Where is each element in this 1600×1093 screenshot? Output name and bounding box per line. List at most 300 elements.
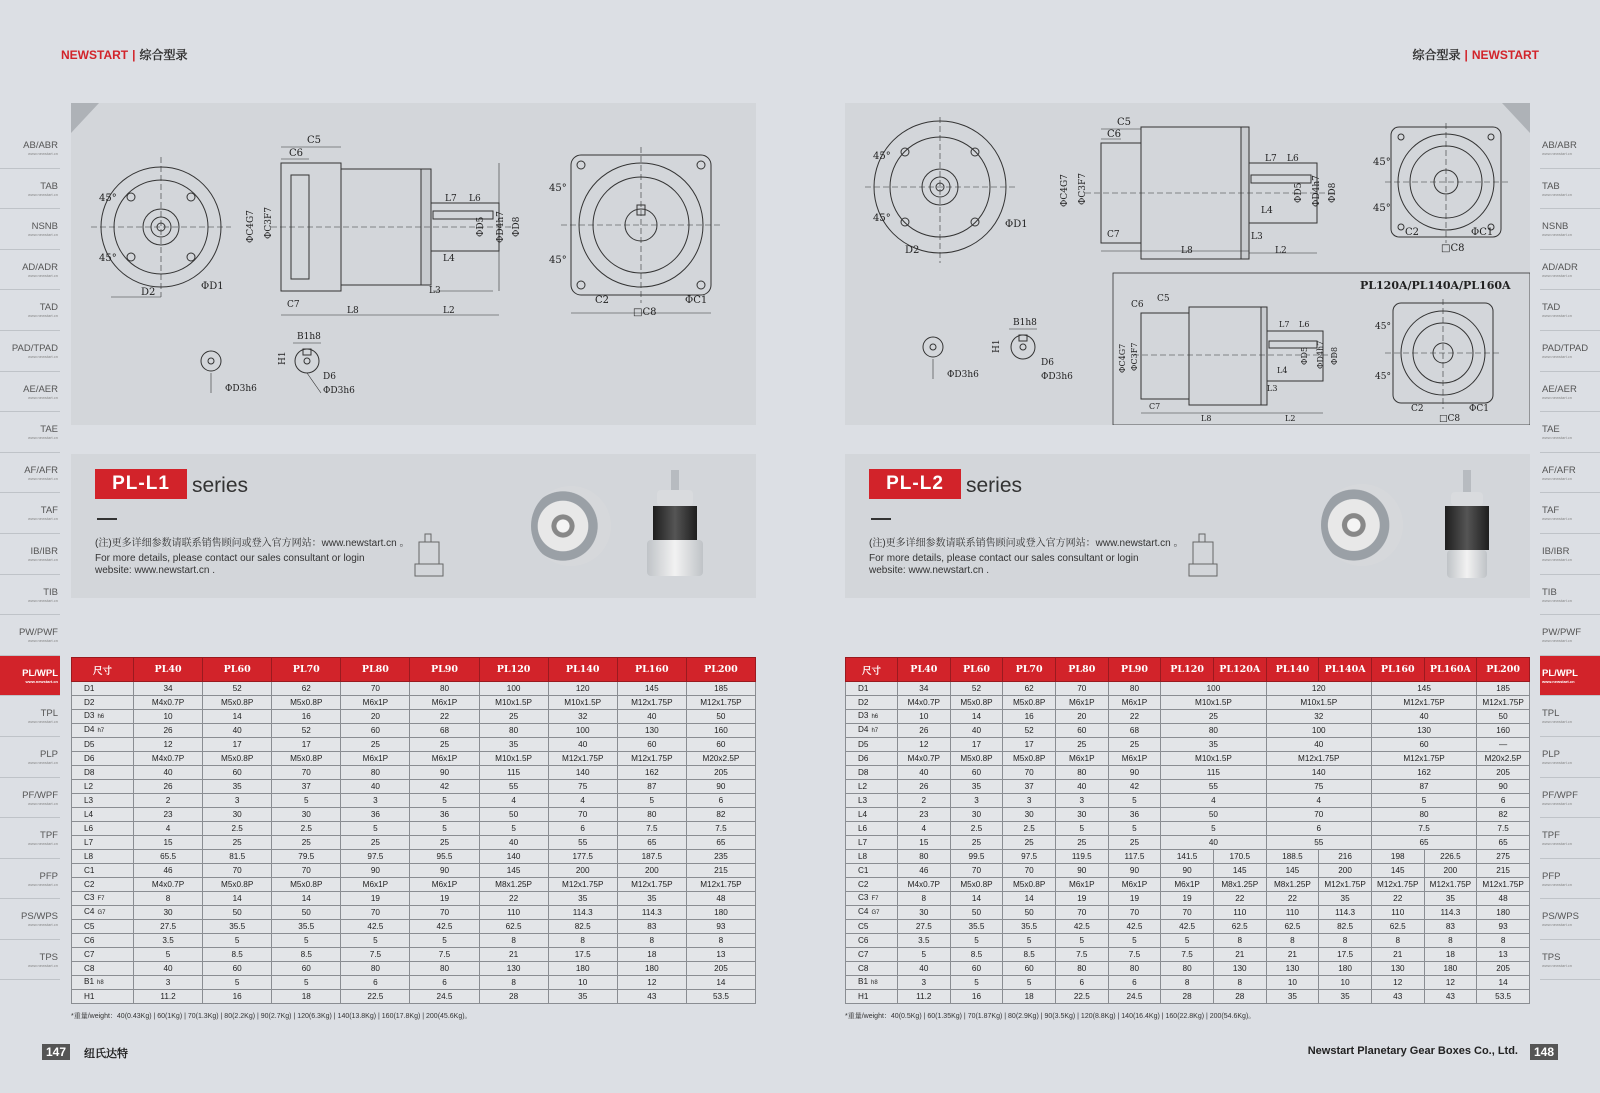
side-tab-ib-ibr[interactable] — [1540, 534, 1600, 575]
table-header-model: PL80 — [1055, 658, 1108, 682]
table-cell: 5 — [1161, 822, 1266, 836]
table-cell: 185 — [1477, 682, 1530, 696]
table-cell: 35 — [1319, 892, 1372, 906]
drawing-label: L7 — [1279, 320, 1290, 329]
table-cell: M12x1.75P — [1371, 752, 1476, 766]
table-cell: 75 — [1266, 780, 1371, 794]
side-tab-label: TPF — [1542, 830, 1560, 842]
table-cell: 70 — [1055, 906, 1108, 920]
side-tab-ps-wps[interactable] — [0, 899, 60, 940]
row-label-text: D2 — [858, 697, 869, 707]
table-cell: M6x1P — [1055, 878, 1108, 892]
table-row — [72, 808, 756, 822]
table-cell: 7.5 — [1371, 822, 1476, 836]
row-label — [846, 906, 898, 920]
table-cell: 35.5 — [950, 920, 1003, 934]
table-cell: 80 — [898, 850, 951, 864]
table-cell: 8.5 — [1003, 948, 1056, 962]
row-label — [72, 878, 134, 892]
table-cell: 62.5 — [1213, 920, 1266, 934]
side-view — [246, 135, 522, 316]
row-label-text: L6 — [84, 823, 94, 833]
table-cell: 180 — [686, 906, 755, 920]
table-cell: 17 — [203, 738, 272, 752]
drawing-label: C7 — [1149, 402, 1161, 411]
table-cell: 62.5 — [479, 920, 548, 934]
table-cell: 35 — [1424, 892, 1477, 906]
table-cell: 2.5 — [203, 822, 272, 836]
table-cell: M6x1P — [1161, 878, 1214, 892]
table-cell: M6x1P — [1108, 696, 1161, 710]
table-row — [846, 682, 1530, 696]
side-tab-ps-wps[interactable] — [1540, 899, 1600, 940]
side-tab-ae-aer[interactable] — [1540, 372, 1600, 413]
row-label — [72, 948, 134, 962]
row-label-text: H1 — [84, 991, 95, 1001]
row-label — [72, 976, 134, 990]
side-tab-ad-adr[interactable] — [1540, 250, 1600, 291]
row-label-text: C2 — [858, 879, 869, 889]
page-number-right: 148 — [1530, 1044, 1558, 1060]
side-tab-pl-wpl[interactable] — [1540, 656, 1600, 697]
table-cell: M5x0.8P — [950, 752, 1003, 766]
table-cell: 46 — [134, 864, 203, 878]
table-cell: 3 — [898, 976, 951, 990]
table-cell: 80 — [1161, 724, 1266, 738]
table-cell: 65 — [1371, 836, 1476, 850]
table-cell: 130 — [1371, 962, 1424, 976]
table-cell: 60 — [617, 738, 686, 752]
table-cell: 90 — [1477, 780, 1530, 794]
table-row — [72, 948, 756, 962]
side-tab-site: www.newstart.cn — [27, 922, 58, 928]
table-cell: 35 — [203, 780, 272, 794]
table-cell: 24.5 — [1108, 990, 1161, 1004]
side-tab-label: AF/AFR — [24, 464, 58, 476]
table-cell: 5 — [1108, 794, 1161, 808]
series-panel-right — [845, 454, 1530, 598]
table-cell: 26 — [134, 780, 203, 794]
side-tab-pf-wpf[interactable] — [0, 778, 60, 819]
table-header-model: PL140 — [548, 658, 617, 682]
table-cell: 65.5 — [134, 850, 203, 864]
table-cell: 10 — [1266, 976, 1319, 990]
table-cell: 3.5 — [134, 934, 203, 948]
drawing-label: C5 — [307, 135, 322, 146]
table-cell: 52 — [950, 682, 1003, 696]
table-cell: M6x1P — [410, 696, 479, 710]
table-cell: 50 — [1003, 906, 1056, 920]
row-label-text: D4 — [84, 725, 95, 734]
drawing-label: L4 — [1261, 206, 1273, 216]
table-header-model: PL80 — [341, 658, 410, 682]
side-tab-ib-ibr[interactable] — [0, 534, 60, 575]
table-row — [846, 724, 1530, 738]
table-cell: 110 — [1213, 906, 1266, 920]
row-label-text: C5 — [858, 921, 869, 931]
table-cell: 140 — [1266, 766, 1371, 780]
back-view — [1373, 123, 1509, 254]
side-tab-tab[interactable] — [0, 169, 60, 210]
side-tab-tad[interactable] — [1540, 290, 1600, 331]
table-cell: 60 — [341, 724, 410, 738]
table-cell: 8 — [548, 934, 617, 948]
table-cell: 8 — [1161, 976, 1214, 990]
side-tab-pad-tpad[interactable] — [0, 331, 60, 372]
table-cell: 25 — [950, 836, 1003, 850]
footer-company-right: Newstart Planetary Gear Boxes Co., Ltd. — [1307, 1045, 1518, 1057]
side-tab-site: www.newstart.cn — [1542, 313, 1573, 319]
table-cell: M6x1P — [410, 752, 479, 766]
side-tab-tpf[interactable] — [0, 818, 60, 859]
table-cell: 34 — [898, 682, 951, 696]
side-tab-pfp[interactable] — [0, 859, 60, 900]
side-tab-tib[interactable] — [1540, 575, 1600, 616]
side-tab-site: www.newstart.cn — [27, 475, 58, 481]
side-tab-label: AD/ADR — [1542, 261, 1578, 273]
table-cell: M5x0.8P — [1003, 878, 1056, 892]
table-cell: 145 — [617, 682, 686, 696]
inset-drawing — [1113, 273, 1530, 425]
side-tab-site: www.newstart.cn — [1542, 272, 1573, 278]
side-tab-af-afr[interactable] — [0, 453, 60, 494]
table-cell: 8 — [1424, 934, 1477, 948]
table-cell: M12x1.75P — [1477, 696, 1530, 710]
page-number-left: 147 — [42, 1044, 70, 1060]
table-cell: 145 — [479, 864, 548, 878]
side-tab-tab[interactable] — [1540, 169, 1600, 210]
row-label-text: B1 — [84, 977, 95, 986]
table-cell: 40 — [548, 738, 617, 752]
table-cell: 40 — [1371, 710, 1476, 724]
side-tab-taf[interactable] — [1540, 493, 1600, 534]
table-cell: 42.5 — [1055, 920, 1108, 934]
side-tab-tps[interactable] — [0, 940, 60, 981]
side-tab-label: PW/PWF — [18, 627, 58, 639]
table-cell: 130 — [1266, 962, 1319, 976]
table-row — [846, 864, 1530, 878]
table-header-model: PL60 — [950, 658, 1003, 682]
table-cell: 40 — [479, 836, 548, 850]
side-tab-label: PFP — [39, 870, 58, 882]
side-tab-pl-wpl[interactable] — [0, 656, 60, 697]
table-cell: 14 — [203, 710, 272, 724]
table-header-dimension: 尺寸 — [846, 658, 898, 682]
table-cell: 70 — [203, 864, 272, 878]
table-cell: 110 — [1371, 906, 1424, 920]
row-label-text: C8 — [84, 963, 95, 973]
table-cell: 25 — [1003, 836, 1056, 850]
table-cell: 5 — [203, 934, 272, 948]
side-tab-label: PF/WPF — [22, 789, 58, 801]
row-label — [72, 892, 134, 906]
side-tab-pad-tpad[interactable] — [1540, 331, 1600, 372]
row-label — [846, 724, 898, 738]
table-cell: 2.5 — [1003, 822, 1056, 836]
row-label-text: C3 — [858, 893, 869, 902]
side-tab-pf-wpf[interactable] — [1540, 778, 1600, 819]
side-tab-nsnb[interactable] — [0, 209, 60, 250]
table-cell: 17 — [950, 738, 1003, 752]
drawing-label: ΦC1 — [685, 295, 708, 306]
side-tab-tib[interactable] — [0, 575, 60, 616]
table-cell: 80 — [410, 682, 479, 696]
row-label — [72, 864, 134, 878]
side-tab-ab-abr[interactable] — [1540, 128, 1600, 169]
side-tab-tpl[interactable] — [1540, 696, 1600, 737]
section-name: 综合型录 — [1412, 48, 1461, 62]
table-cell: 23 — [898, 808, 951, 822]
table-cell: 60 — [272, 962, 341, 976]
note-en: For more details, please contact our sales consultant or login website: www.newstart.cn . — [95, 553, 365, 576]
table-cell: 22 — [1213, 892, 1266, 906]
table-cell: 160 — [1477, 724, 1530, 738]
table-cell: 12 — [134, 738, 203, 752]
side-tab-tae[interactable] — [1540, 412, 1600, 453]
row-label — [846, 948, 898, 962]
row-label-text: H1 — [858, 991, 869, 1001]
side-tab-tpf[interactable] — [1540, 818, 1600, 859]
table-row — [846, 934, 1530, 948]
side-tab-label: TAB — [1542, 180, 1560, 192]
row-label-text: L8 — [84, 851, 94, 861]
table-cell: 3 — [1055, 794, 1108, 808]
table-cell: 80 — [1055, 766, 1108, 780]
side-tab-taf[interactable] — [0, 493, 60, 534]
row-label — [72, 724, 134, 738]
table-cell: 42 — [1108, 780, 1161, 794]
table-cell: 180 — [617, 962, 686, 976]
table-row — [846, 822, 1530, 836]
table-cell: 42.5 — [410, 920, 479, 934]
side-tab-af-afr[interactable] — [1540, 453, 1600, 494]
side-tab-label: PLP — [1542, 748, 1560, 760]
drawing-label: ΦC3F7 — [264, 207, 274, 239]
table-cell: 205 — [686, 766, 755, 780]
table-cell: 3 — [203, 794, 272, 808]
table-cell: 100 — [548, 724, 617, 738]
side-tab-label: AB/ABR — [23, 140, 58, 151]
drawing-label: 45° — [873, 151, 891, 162]
row-label-tolerance: h8 — [871, 980, 878, 986]
product-image-gearbox-angled — [531, 486, 611, 566]
table-cell: 97.5 — [1003, 850, 1056, 864]
table-cell: 28 — [479, 990, 548, 1004]
table-row — [846, 920, 1530, 934]
table-cell: M5x0.8P — [272, 696, 341, 710]
table-row — [72, 864, 756, 878]
table-cell: M12x1.75P — [548, 878, 617, 892]
table-cell: 3 — [341, 794, 410, 808]
table-row — [72, 906, 756, 920]
table-cell: 21 — [1266, 948, 1319, 962]
table-cell: 8.5 — [950, 948, 1003, 962]
drawing-label: ΦC4G7 — [246, 210, 256, 243]
table-cell: 19 — [341, 892, 410, 906]
divider — [97, 518, 117, 520]
table-cell: 27.5 — [898, 920, 951, 934]
side-tab-label: TPL — [40, 708, 58, 720]
table-cell: 90 — [1108, 864, 1161, 878]
table-cell: 8 — [617, 934, 686, 948]
table-cell: 83 — [1424, 920, 1477, 934]
drawing-label: L3 — [1267, 384, 1278, 393]
drawing-label: ΦC4G7 — [1060, 174, 1070, 207]
side-tab-pfp[interactable] — [1540, 859, 1600, 900]
row-label-text: C1 — [858, 865, 869, 875]
side-tab-label: NSNB — [1542, 221, 1569, 233]
side-tab-label: TPF — [40, 830, 58, 842]
row-label — [72, 906, 134, 920]
side-tab-site: www.newstart.cn — [1542, 922, 1573, 928]
table-cell: 50 — [950, 906, 1003, 920]
drawing-label: L8 — [347, 306, 359, 316]
table-cell: 5 — [1108, 934, 1161, 948]
table-cell: 5 — [1055, 822, 1108, 836]
table-cell: 7.5 — [1108, 948, 1161, 962]
table-cell: 5 — [950, 934, 1003, 948]
side-tab-tae[interactable] — [0, 412, 60, 453]
side-tab-plp[interactable] — [0, 737, 60, 778]
side-tab-site: www.newstart.cn — [27, 638, 58, 644]
side-tab-label: TPS — [1542, 951, 1561, 963]
drawing-label: ΦD3h6 — [1041, 372, 1073, 382]
table-cell: 14 — [950, 892, 1003, 906]
table-cell: 8 — [479, 976, 548, 990]
table-cell: 35 — [1266, 990, 1319, 1004]
table-cell: 25 — [410, 738, 479, 752]
row-label-text: C2 — [84, 879, 95, 889]
table-cell: 26 — [134, 724, 203, 738]
table-cell: 40 — [134, 766, 203, 780]
drawing-label: B1h8 — [297, 332, 321, 342]
table-row — [846, 738, 1530, 752]
side-tab-ad-adr[interactable] — [0, 250, 60, 291]
table-cell: 30 — [272, 808, 341, 822]
table-cell: 20 — [341, 710, 410, 724]
table-cell: 70 — [272, 864, 341, 878]
table-cell: 80 — [479, 724, 548, 738]
drawing-label: ΦD3h6 — [947, 370, 979, 380]
table-cell: 5 — [272, 794, 341, 808]
table-cell: 35 — [1319, 990, 1372, 1004]
spec-table-left — [71, 657, 756, 1004]
drawing-label: L3 — [1251, 232, 1263, 242]
row-label-text: D3 — [84, 711, 95, 720]
table-cell: 8 — [1319, 934, 1372, 948]
row-label — [846, 738, 898, 752]
table-cell: M5x0.8P — [1003, 752, 1056, 766]
table-row — [72, 724, 756, 738]
table-cell: 90 — [410, 766, 479, 780]
table-cell: 14 — [203, 892, 272, 906]
table-header-model: PL200 — [1477, 658, 1530, 682]
table-cell: 15 — [134, 836, 203, 850]
table-cell: 7.5 — [617, 822, 686, 836]
side-tab-label: PF/WPF — [1542, 789, 1578, 801]
table-cell: 90 — [1161, 864, 1214, 878]
table-header-model: PL200 — [686, 658, 755, 682]
table-cell: 140 — [479, 850, 548, 864]
drawing-label: L2 — [1285, 414, 1296, 423]
table-cell: 5 — [341, 934, 410, 948]
row-label-text: C6 — [84, 935, 95, 945]
table-header-model: PL40 — [898, 658, 951, 682]
series-badge: PL-L1 — [95, 469, 187, 499]
table-cell: M4x0.7P — [898, 696, 951, 710]
table-cell: 37 — [1003, 780, 1056, 794]
table-cell: 50 — [203, 906, 272, 920]
table-cell: 62 — [272, 682, 341, 696]
table-cell: 17 — [1003, 738, 1056, 752]
table-cell: 20 — [1055, 710, 1108, 724]
table-cell: 70 — [272, 766, 341, 780]
table-cell: 60 — [1003, 962, 1056, 976]
table-cell: 16 — [203, 990, 272, 1004]
table-cell: 4 — [1266, 794, 1371, 808]
side-tab-pw-pwf[interactable] — [0, 615, 60, 656]
table-cell: 82 — [1477, 808, 1530, 822]
table-cell: 100 — [1266, 724, 1371, 738]
side-tab-site: www.newstart.cn — [1542, 638, 1573, 644]
table-cell: 6 — [341, 976, 410, 990]
table-cell: 2 — [898, 794, 951, 808]
row-label-text: C7 — [84, 949, 95, 959]
row-label-text: C7 — [858, 949, 869, 959]
table-header-model: PL160 — [617, 658, 686, 682]
table-cell: 187.5 — [617, 850, 686, 864]
table-cell: 52 — [272, 724, 341, 738]
side-tab-ab-abr[interactable] — [0, 128, 60, 169]
table-cell: 50 — [479, 808, 548, 822]
side-tab-nsnb[interactable] — [1540, 209, 1600, 250]
side-tab-tps[interactable] — [1540, 940, 1600, 981]
drawing-label: ΦD8 — [512, 216, 522, 237]
table-cell: 18 — [617, 948, 686, 962]
side-tab-ae-aer[interactable] — [0, 372, 60, 413]
table-cell: 5 — [410, 794, 479, 808]
table-cell: 60 — [950, 962, 1003, 976]
table-cell: 14 — [950, 710, 1003, 724]
side-tab-label: TIB — [1542, 586, 1557, 598]
table-cell: 205 — [1477, 962, 1530, 976]
table-cell: 8 — [1213, 976, 1266, 990]
table-cell: 8 — [686, 934, 755, 948]
side-tab-site: www.newstart.cn — [27, 800, 58, 806]
table-cell: 19 — [1055, 892, 1108, 906]
table-cell: 17.5 — [548, 948, 617, 962]
table-cell: 95.5 — [410, 850, 479, 864]
product-image-gearbox-angled — [1321, 484, 1403, 566]
table-cell: 43 — [1424, 990, 1477, 1004]
side-tab-tpl[interactable] — [0, 696, 60, 737]
table-cell: 6 — [1108, 976, 1161, 990]
table-cell: 90 — [410, 864, 479, 878]
side-tab-plp[interactable] — [1540, 737, 1600, 778]
table-cell: 114.3 — [617, 906, 686, 920]
table-row — [846, 892, 1530, 906]
table-row — [72, 738, 756, 752]
table-cell: 110 — [479, 906, 548, 920]
row-label-text: D8 — [84, 767, 95, 777]
table-cell: 8.5 — [203, 948, 272, 962]
table-cell: 5 — [410, 822, 479, 836]
drawing-label: ΦC3F7 — [1078, 173, 1088, 205]
side-tab-pw-pwf[interactable] — [1540, 615, 1600, 656]
side-tab-tad[interactable] — [0, 290, 60, 331]
drawing-label: C6 — [1107, 129, 1122, 140]
table-cell: 130 — [1371, 724, 1476, 738]
